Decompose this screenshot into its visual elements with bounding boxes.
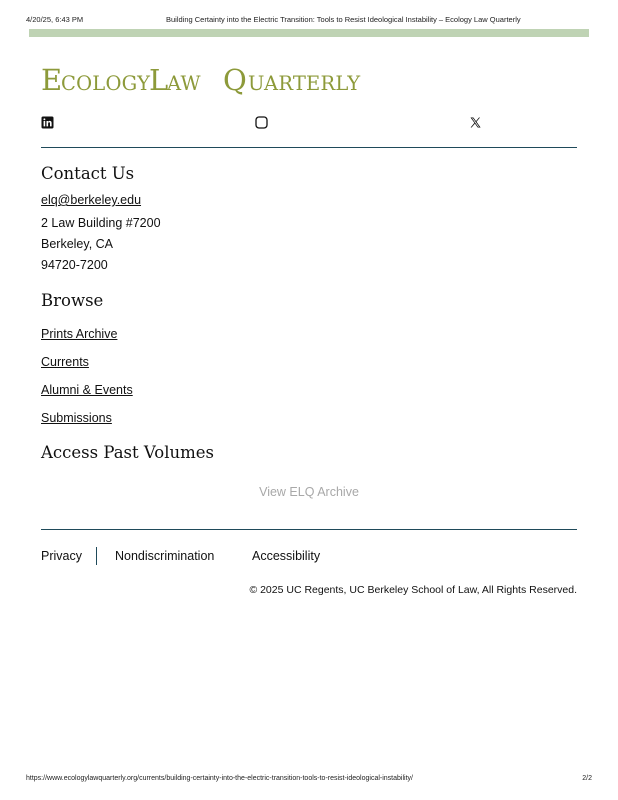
- logo-text-uarterly: UARTERLY: [248, 72, 361, 95]
- view-archive-link[interactable]: View ELQ Archive: [259, 485, 359, 499]
- print-page-number: 2/2: [582, 775, 592, 782]
- address-line-1: 2 Law Building #7200: [41, 216, 161, 230]
- footer-link-privacy[interactable]: Privacy: [41, 549, 82, 563]
- logo-text-aw: AW: [167, 72, 201, 95]
- footer-divider: [41, 529, 577, 530]
- linkedin-icon[interactable]: [41, 114, 54, 127]
- logo-text-cology: COLOGY: [61, 72, 151, 95]
- footer-separator: [96, 547, 97, 565]
- site-logo[interactable]: [41, 64, 371, 106]
- print-url: https://www.ecologylawquarterly.org/currents/building-certainty-into-the-electric-transition-tools-to-resist-ideological-instability/: [26, 775, 413, 782]
- browse-link-alumni-events[interactable]: Alumni & Events: [41, 383, 133, 397]
- footer-link-nondiscrimination[interactable]: Nondiscrimination: [115, 549, 215, 563]
- past-volumes-heading: Access Past Volumes: [41, 443, 215, 462]
- x-icon[interactable]: [469, 114, 482, 127]
- browse-link-submissions[interactable]: Submissions: [41, 411, 112, 425]
- footer-link-accessibility[interactable]: Accessibility: [252, 549, 321, 563]
- address-line-3: 94720-7200: [41, 258, 108, 272]
- browse-link-prints-archive[interactable]: Prints Archive: [41, 327, 118, 341]
- instagram-icon[interactable]: [255, 114, 268, 127]
- contact-email-link[interactable]: elq@berkeley.edu: [41, 193, 142, 207]
- print-document-title: Building Certainty into the Electric Transition: Tools to Resist Ideological Instability – Ecology Law Quarterly: [166, 15, 521, 24]
- address-line-2: Berkeley, CA: [41, 237, 114, 251]
- browse-link-currents[interactable]: Currents: [41, 355, 89, 369]
- accent-bar: [29, 29, 589, 37]
- browse-heading: Browse: [41, 291, 104, 310]
- contact-heading: Contact Us: [41, 164, 135, 183]
- logo-letter-q: Q: [223, 64, 247, 97]
- logo-wordmark: [41, 64, 371, 100]
- header-divider: [41, 147, 577, 148]
- logo-letter-l: L: [149, 64, 169, 97]
- social-links: [41, 114, 577, 130]
- print-date: 4/20/25, 6:43 PM: [26, 15, 84, 24]
- copyright-text: © 2025 UC Regents, UC Berkeley School of Law, All Rights Reserved.: [249, 584, 577, 596]
- logo-letter-e: E: [41, 64, 63, 97]
